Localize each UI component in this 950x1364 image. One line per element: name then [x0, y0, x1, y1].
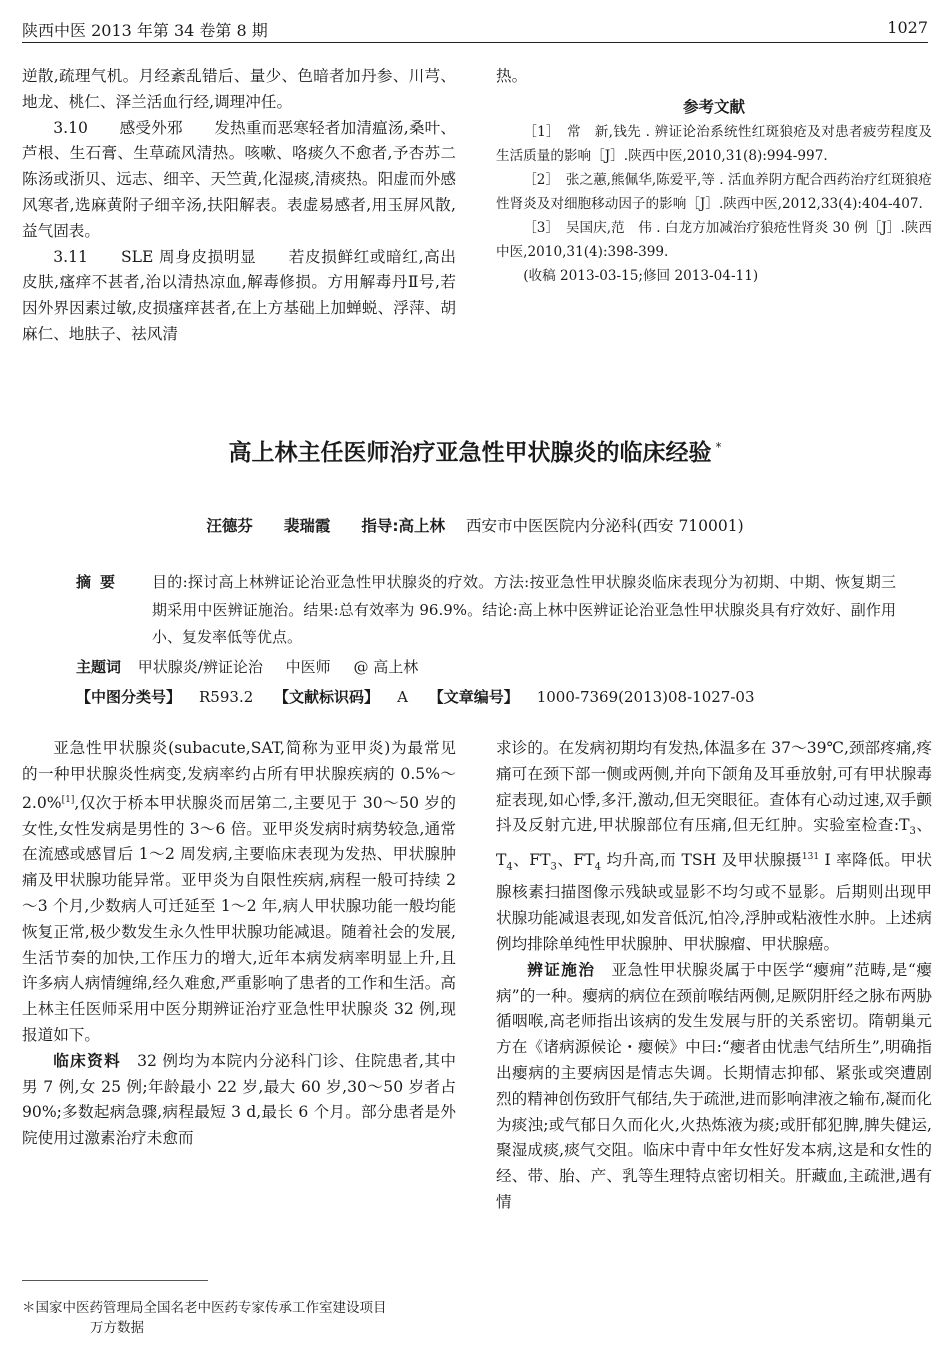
reference-item: ［1］ 常 新,钱先 . 辨证论治系统性红斑狼疮及对患者疲劳程度及生活质量的影响［J］.陕西中医,2010,31(8):994-997.: [496, 123, 932, 164]
doc-code-label: 【文献标识码】: [274, 688, 380, 706]
intro-paragraph: [22, 736, 456, 1049]
article-title: [0, 434, 950, 467]
prev-paragraph: 3.10 感受外邪 发热重而恶寒轻者加清瘟汤,桑叶、芦根、生石膏、生草疏风清热。咳嗽、咯痰久不愈者,予杏苏二陈汤或浙贝、远志、细辛、天竺黄,化湿痰,清痰热。阳虚而外感风寒者,选麻黄附子细辛汤,扶阳解表。表虚易感者,用玉屏风散,益气固表。: [22, 118, 456, 240]
clc-label: 【中图分类号】: [76, 688, 182, 706]
subscript: 3: [909, 826, 916, 838]
received-dates: (收稿 2013-03-15;修回 2013-04-11): [523, 267, 759, 284]
article-title-text: 高上林主任医师治疗亚急性甲状腺炎的临床经验: [228, 440, 712, 466]
citation: [1]: [61, 794, 75, 805]
article-number-label: 【文章编号】: [428, 688, 519, 706]
prev-paragraph: 逆散,疏理气机。月经紊乱错后、量少、色暗者加丹参、川芎、地龙、桃仁、泽兰活血行经,调理冲任。: [22, 67, 456, 111]
abstract-label: 摘要: [76, 573, 125, 591]
body-left-column: [22, 736, 456, 1152]
article-number-value: 1000-7369(2013)08-1027-03: [536, 688, 755, 706]
body-right-column: [496, 736, 932, 1216]
footnote: [22, 1298, 472, 1338]
prev-paragraph: 3.11 SLE 周身皮损明显 若皮损鲜红或暗红,高出皮肤,瘙痒不甚者,治以清热凉血,解毒修损。方用解毒丹Ⅱ号,若因外界因素过敏,皮损瘙痒甚者,在上方基础上加蝉蜕、浮萍、胡麻仁、地肤子、祛风清: [22, 247, 456, 343]
footnote-rule: [22, 1280, 208, 1281]
keyword: 中医师: [285, 658, 331, 676]
text-run: I 率降低。甲状腺核素扫描图像示残缺或显影不均匀或不显影。后期则出现甲状腺功能减退表现,如发音低沉,怕冷,浮肿或粘液性水肿。上述病例均排除单纯性甲状腺肿、甲状腺瘤、甲状腺癌。: [496, 851, 932, 953]
keyword: 甲状腺炎/辨证论治: [137, 658, 263, 676]
text-run: 均升高,而 TSH 及甲状腺摄: [601, 851, 802, 870]
subscript: 3: [550, 861, 557, 873]
reference-list: [496, 120, 932, 288]
diagnosis-text: 亚急性甲状腺炎属于中医学“瘿痈”范畴,是“瘿病”的一种。瘿病的病位在颈前喉结两侧,足厥阴肝经之脉布两胁循咽喉,高老师指出该病的发生发展与肝的关系密切。隋朝巢元方在《诸病源候论・瘿候》中曰:“瘿者由忧恚气结所生”,明确指出瘿病的主要病因是情志失调。长期情志抑郁、紧张或突遭剧烈的精神创伤致肝气郁结,失于疏泄,进而影响津液之输布,凝而化为痰浊;或气郁日久而化火,火热炼液为痰;或肝郁犯脾,脾失健运,聚湿成痰,痰气交阻。临床中青中年女性好发本病,这是和女性的经、带、胎、产、乳等生理特点密切相关。肝藏血,主疏泄,遇有情: [496, 960, 932, 1211]
diagnosis-paragraph: [496, 958, 932, 1216]
subscript: 4: [506, 861, 513, 873]
reference-item: ［2］ 张之蕙,熊佩华,陈爱平,等 . 活血养阴方配合西药治疗红斑狼疮性肾炎及对细胞移动因子的影响［J］.陕西中医,2012,33(4):404-407.: [496, 171, 932, 212]
text-run: 、FT: [556, 851, 595, 870]
clc-value: R593.2: [199, 688, 254, 706]
diagnosis-heading: 辨证施治: [527, 960, 596, 979]
journal-info: 陕西中医 2013 年第 34 卷第 8 期: [22, 21, 268, 40]
author-line: [0, 514, 950, 536]
reference-item: ［3］ 吴国庆,范 伟 . 白龙方加减治疗狼疮性肾炎 30 例［J］.陕西中医,2010,31(4):398-399.: [496, 219, 932, 260]
prev-article-right-column: [496, 64, 932, 288]
prev-continuation: 热。: [496, 67, 528, 85]
clinical-text: 32 例均为本院内分泌科门诊、住院患者,其中男 7 例,女 25 例;年龄最小 22 岁,最大 60 岁,30～50 岁者占 90%;多数起病急骤,病程最短 3 d,最长 6 个月。部分患者是外院使用过激素治疗未愈而: [22, 1051, 456, 1148]
clinical-heading: 临床资料: [53, 1051, 122, 1070]
running-head: [22, 14, 928, 43]
footnote-text: ＊国家中医药管理局全国名老中医药专家传承工作室建设项目: [22, 1300, 387, 1316]
subscript: 4: [594, 861, 602, 873]
intro-text-b: ,仅次于桥本甲状腺炎而居第二,主要见于 30～50 岁的女性,女性发病是男性的 3～6 倍。亚甲炎发病时病势较急,通常在流感或感冒后 1～2 周发病,主要临床表现为发热、甲状腺肿痛及甲状腺功能异常。亚甲炎为自限性疾病,病程一般可持续 2～3 个月,少数病人可迁延至 1～2 年,病人甲状腺功能一般均能恢复正常,极少数发生永久性甲状腺功能减退。随着社会的发展,生活节奏的加快,工作压力的增大,近年本病发病率明显上升,且许多病人病情缠绵,经久难愈,严重影响了患者的工作和生活。高上林主任医师采用中医分期辨证治疗亚急性甲状腺炎 32 例,现报道如下。: [22, 793, 456, 1044]
text-run: 求诊的。在发病初期均有发热,体温多在 37～39℃,颈部疼痛,疼痛可在颈下部一侧或两侧,并向下颌角及耳垂放射,可有甲状腺毒症表现,如心悸,多汗,激动,但无突眼征。查体有心动过速,双手颤抖及反射亢进,甲状腺部位有压痛,但无红肿。实验室检查:T: [496, 739, 932, 835]
references-heading: 参考文献: [682, 97, 745, 116]
text-run: 、FT: [512, 851, 551, 870]
doc-code-value: A: [397, 688, 408, 706]
prev-article-left-column: [22, 64, 456, 348]
title-footnote-mark: *: [715, 440, 722, 455]
clinical-continuation: [496, 736, 932, 958]
keyword: @ 高上林: [353, 658, 419, 676]
clinical-paragraph: [22, 1049, 456, 1152]
keywords-line: [76, 656, 896, 677]
intro-text-a: 亚急性甲状腺炎(subacute,SAT,简称为亚甲炎)为最常见的一种甲状腺炎性病变,发病率约占所有甲状腺疾病的 0.5%～2.0%: [22, 739, 456, 812]
abstract-block: [76, 569, 896, 652]
source-watermark: 万方数据: [90, 1320, 144, 1336]
author-names: 汪德芬 裴瑞霞 指导:高上林: [206, 517, 446, 535]
classification-line: [76, 686, 896, 707]
page-number: 1027: [887, 18, 928, 37]
keywords-label: 主题词: [76, 658, 122, 676]
text-run: 、T: [496, 816, 932, 870]
affiliation: 西安市中医医院内分泌科(西安 710001): [465, 517, 744, 535]
superscript: 131: [801, 852, 820, 863]
abstract-text: 目的:探讨高上林辨证论治亚急性甲状腺炎的疗效。方法:按亚急性甲状腺炎临床表现分为初期、中期、恢复期三期采用中医辨证施治。结果:总有效率为 96.9%。结论:高上林中医辨证论治亚急性甲状腺炎具有疗效好、副作用小、复发率低等优点。: [152, 573, 896, 646]
